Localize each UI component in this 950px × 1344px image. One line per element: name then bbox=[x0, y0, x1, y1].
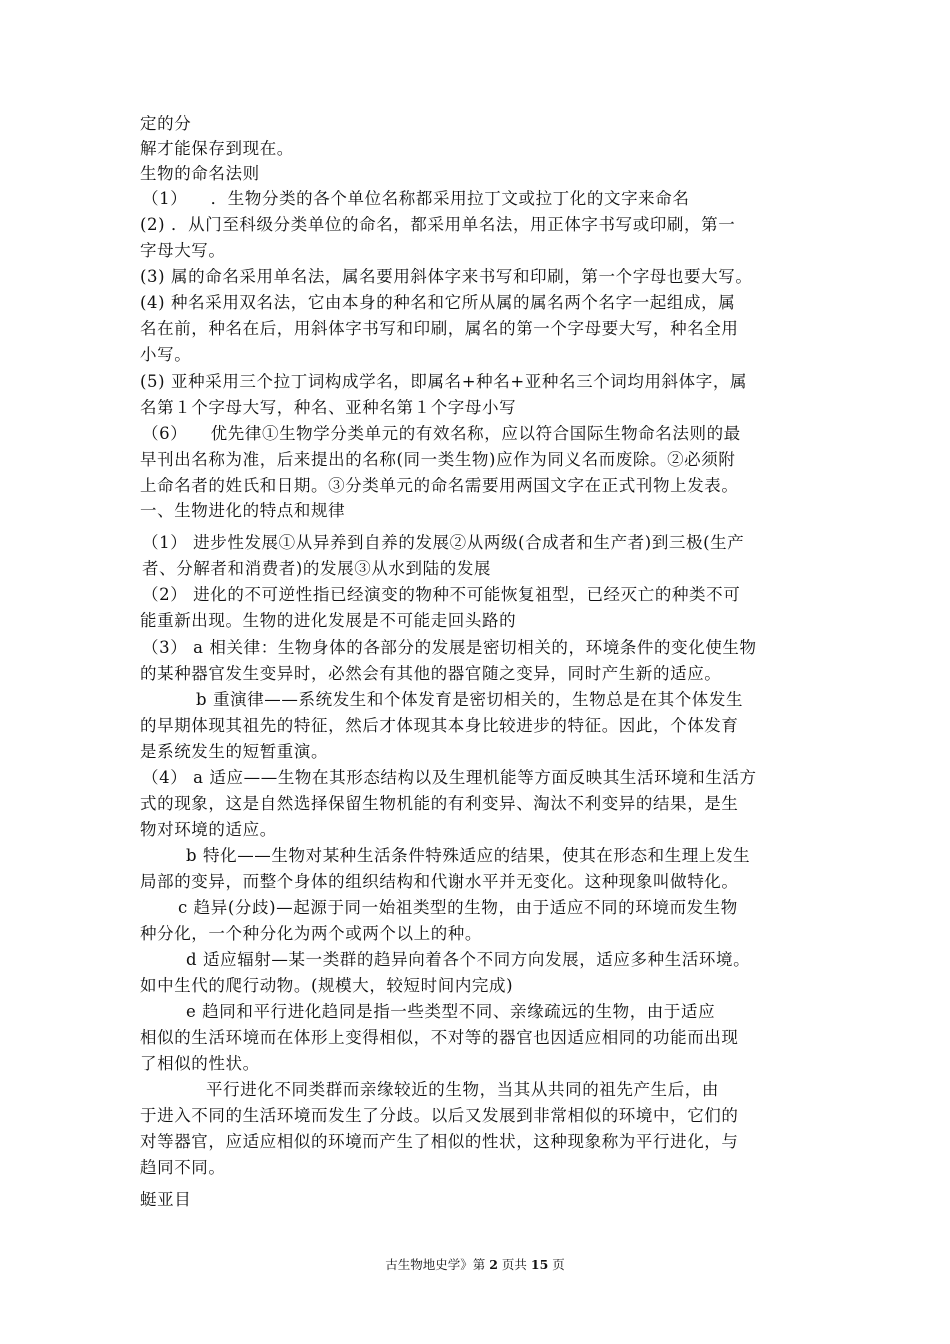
text-line: 小写。 bbox=[140, 345, 192, 364]
text-line: （6） 优先律①生物学分类单元的有效名称，应以符合国际生物命名法则的最 bbox=[142, 424, 741, 443]
footer-prefix: 古生物地史学》第 bbox=[385, 1257, 490, 1272]
text-line: 式的现象，这是自然选择保留生物机能的有利变异、淘汰不利变异的结果，是生 bbox=[140, 794, 739, 813]
text-line: 名第１个字母大写，种名、亚种名第１个字母小写 bbox=[140, 398, 517, 417]
text-line: 一、生物进化的特点和规律 bbox=[140, 501, 346, 520]
text-line: （4） a 适应——生物在其形态结构以及生理机能等方面反映其生活环境和生活方 bbox=[142, 768, 757, 787]
text-line: 能重新出现。生物的进化发展是不可能走回头路的 bbox=[140, 611, 517, 630]
text-line: b 重演律——系统发生和个体发育是密切相关的，生物总是在其个体发生 bbox=[196, 690, 744, 709]
text-line: (4) 种名采用双名法，它由本身的种名和它所从属的属名两个名字一起组成，属 bbox=[140, 293, 736, 312]
text-line: c 趋异(分歧)—起源于同一始祖类型的生物，由于适应不同的环境而发生物 bbox=[178, 898, 738, 917]
text-line: 如中生代的爬行动物。(规模大，较短时间内完成) bbox=[140, 976, 514, 995]
text-line: 的早期体现其祖先的特征，然后才体现其本身比较进步的特征。因此，个体发育 bbox=[140, 716, 739, 735]
text-line: （1） ．生物分类的各个单位名称都采用拉丁文或拉丁化的文字来命名 bbox=[142, 189, 690, 208]
text-line: 的某种器官发生变异时，必然会有其他的器官随之变异，同时产生新的适应。 bbox=[140, 664, 722, 683]
text-line: 对等器官，应适应相似的环境而产生了相似的性状，这种现象称为平行进化，与 bbox=[140, 1132, 739, 1151]
text-line: 蜓亚目 bbox=[140, 1190, 192, 1209]
text-line: 物对环境的适应。 bbox=[140, 820, 277, 839]
text-line: 平行进化不同类群而亲缘较近的生物，当其从共同的祖先产生后，由 bbox=[206, 1080, 719, 1099]
text-line: 趋同不同。 bbox=[140, 1158, 226, 1177]
footer-page-number: 2 bbox=[489, 1257, 498, 1272]
text-line: d 适应辐射—某一类群的趋异向着各个不同方向发展，适应多种生活环境。 bbox=[186, 950, 751, 969]
text-line: 定的分 bbox=[140, 114, 192, 133]
text-line: （2） 进化的不可逆性指已经演变的物种不可能恢复祖型，已经灭亡的种类不可 bbox=[142, 585, 741, 604]
text-line: (3) 属的命名采用单名法，属名要用斜体字来书写和印刷，第一个字母也要大写。 bbox=[140, 267, 753, 286]
text-line: 于进入不同的生活环境而发生了分歧。以后又发展到非常相似的环境中，它们的 bbox=[140, 1106, 739, 1125]
text-line: 名在前，种名在后，用斜体字书写和印刷，属名的第一个字母要大写，种名全用 bbox=[140, 319, 739, 338]
text-line: 局部的变异，而整个身体的组织结构和代谢水平并无变化。这种现象叫做特化。 bbox=[140, 872, 739, 891]
text-line: (5) 亚种采用三个拉丁词构成学名，即属名+种名+亚种名三个词均用斜体字，属 bbox=[140, 372, 748, 391]
text-line: 是系统发生的短暂重演。 bbox=[140, 742, 329, 761]
text-line: 者、分解者和消费者)的发展③从水到陆的发展 bbox=[142, 559, 492, 578]
text-line: 了相似的性状。 bbox=[140, 1054, 260, 1073]
footer-middle: 页共 bbox=[497, 1257, 531, 1272]
text-line: b 特化——生物对某种生活条件特殊适应的结果，使其在形态和生理上发生 bbox=[186, 846, 751, 865]
text-line: 早刊出名称为准，后来提出的名称(同一类生物)应作为同义名而废除。②必须附 bbox=[140, 450, 736, 469]
text-line: (2) ．从门至科级分类单位的命名，都采用单名法，用正体字书写或印刷，第一 bbox=[140, 215, 736, 234]
text-line: e 趋同和平行进化趋同是指一些类型不同、亲缘疏远的生物，由于适应 bbox=[186, 1002, 716, 1021]
footer-suffix: 页 bbox=[548, 1257, 565, 1272]
footer-total-pages: 15 bbox=[530, 1257, 549, 1272]
text-line: 生物的命名法则 bbox=[140, 164, 260, 183]
text-line: （3） a 相关律：生物身体的各部分的发展是密切相关的，环境条件的变化使生物 bbox=[142, 638, 757, 657]
text-line: （1） 进步性发展①从异养到自养的发展②从两级(合成者和生产者)到三极(生产 bbox=[142, 533, 745, 552]
text-line: 解才能保存到现在。 bbox=[140, 139, 294, 158]
text-line: 相似的生活环境而在体形上变得相似，不对等的器官也因适应相同的功能而出现 bbox=[140, 1028, 739, 1047]
text-line: 种分化，一个种分化为两个或两个以上的种。 bbox=[140, 924, 482, 943]
text-line: 字母大写。 bbox=[140, 241, 226, 260]
page-footer bbox=[0, 1256, 950, 1274]
text-line: 上命名者的姓氏和日期。③分类单元的命名需要用两国文字在正式刊物上发表。 bbox=[140, 476, 739, 495]
